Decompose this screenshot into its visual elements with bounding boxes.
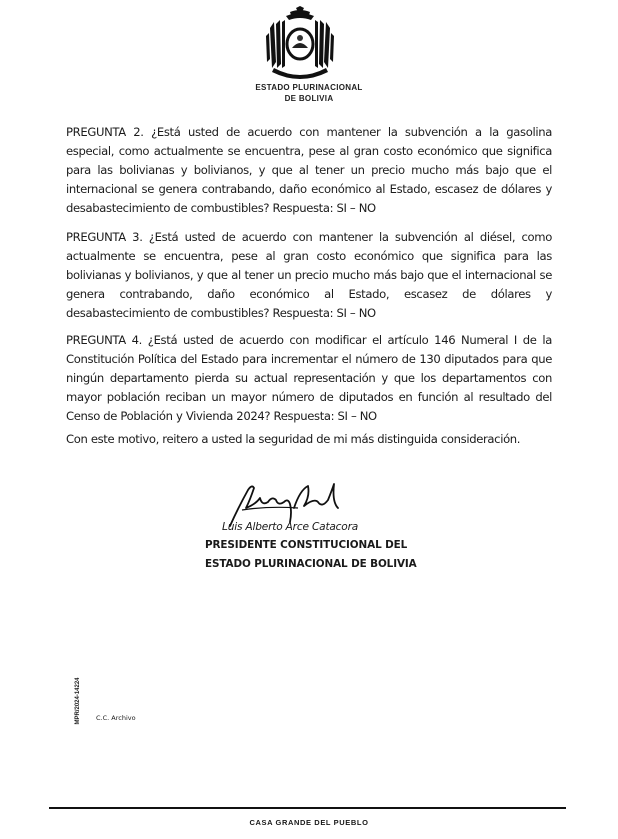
question-3-label: PREGUNTA 3. xyxy=(66,230,143,244)
question-4 xyxy=(66,331,552,426)
signer-title-line-1: PRESIDENTE CONSTITUCIONAL DEL xyxy=(205,539,408,551)
carbon-copy-note: C.C. Archivo xyxy=(96,714,136,722)
question-3-text: ¿Está usted de acuerdo con mantener la subvención al diésel, como actualmente se encuentra, pese al gran costo económico que significa para las bolivianas y bolivianos, y que al tener un precio mucho más bajo que el internacional se genera contrabando, daño económico al Estado, escasez de dólares y desabastecimiento de combustibles? Respuesta: SI – NO xyxy=(66,230,552,320)
question-4-label: PREGUNTA 4. xyxy=(66,333,142,347)
closing-sentence: Con este motivo, reitero a usted la seguridad de mi más distinguida consideración. xyxy=(66,432,521,446)
footer-text: CASA GRANDE DEL PUEBLO xyxy=(249,818,369,827)
question-4-text: ¿Está usted de acuerdo con modificar el artículo 146 Numeral I de la Constitución Política del Estado para incrementar el número de 130 diputados para que ningún departamento pierda su actual representación y que los departamentos con mayor población reciban un mayor número de diputados en función al resultado del Censo de Población y Vivienda 2024? Respuesta: SI – NO xyxy=(66,333,552,423)
header-country-name: DE BOLIVIA xyxy=(284,94,334,103)
question-2-text: ¿Está usted de acuerdo con mantener la subvención a la gasolina especial, como actualmente se encuentra, pese al gran costo económico que significa para las bolivianas y bolivianos, y que al tener un precio mucho más bajo que el internacional se genera contrabando, daño económico al Estado, escasez de dólares y desabastecimiento de combustibles? Respuesta: SI – NO xyxy=(66,125,552,215)
question-2-label: PREGUNTA 2. xyxy=(66,125,144,139)
footer-divider xyxy=(49,807,566,809)
document-reference-code: MPR/2024-14224 xyxy=(75,677,81,725)
signer-name: Luis Alberto Arce Catacora xyxy=(222,521,359,533)
question-2 xyxy=(66,123,552,218)
question-3 xyxy=(66,228,552,323)
coat-of-arms-emblem xyxy=(262,6,338,80)
signer-title-line-2: ESTADO PLURINACIONAL DE BOLIVIA xyxy=(205,558,417,570)
header-state-name: ESTADO PLURINACIONAL xyxy=(255,83,363,92)
